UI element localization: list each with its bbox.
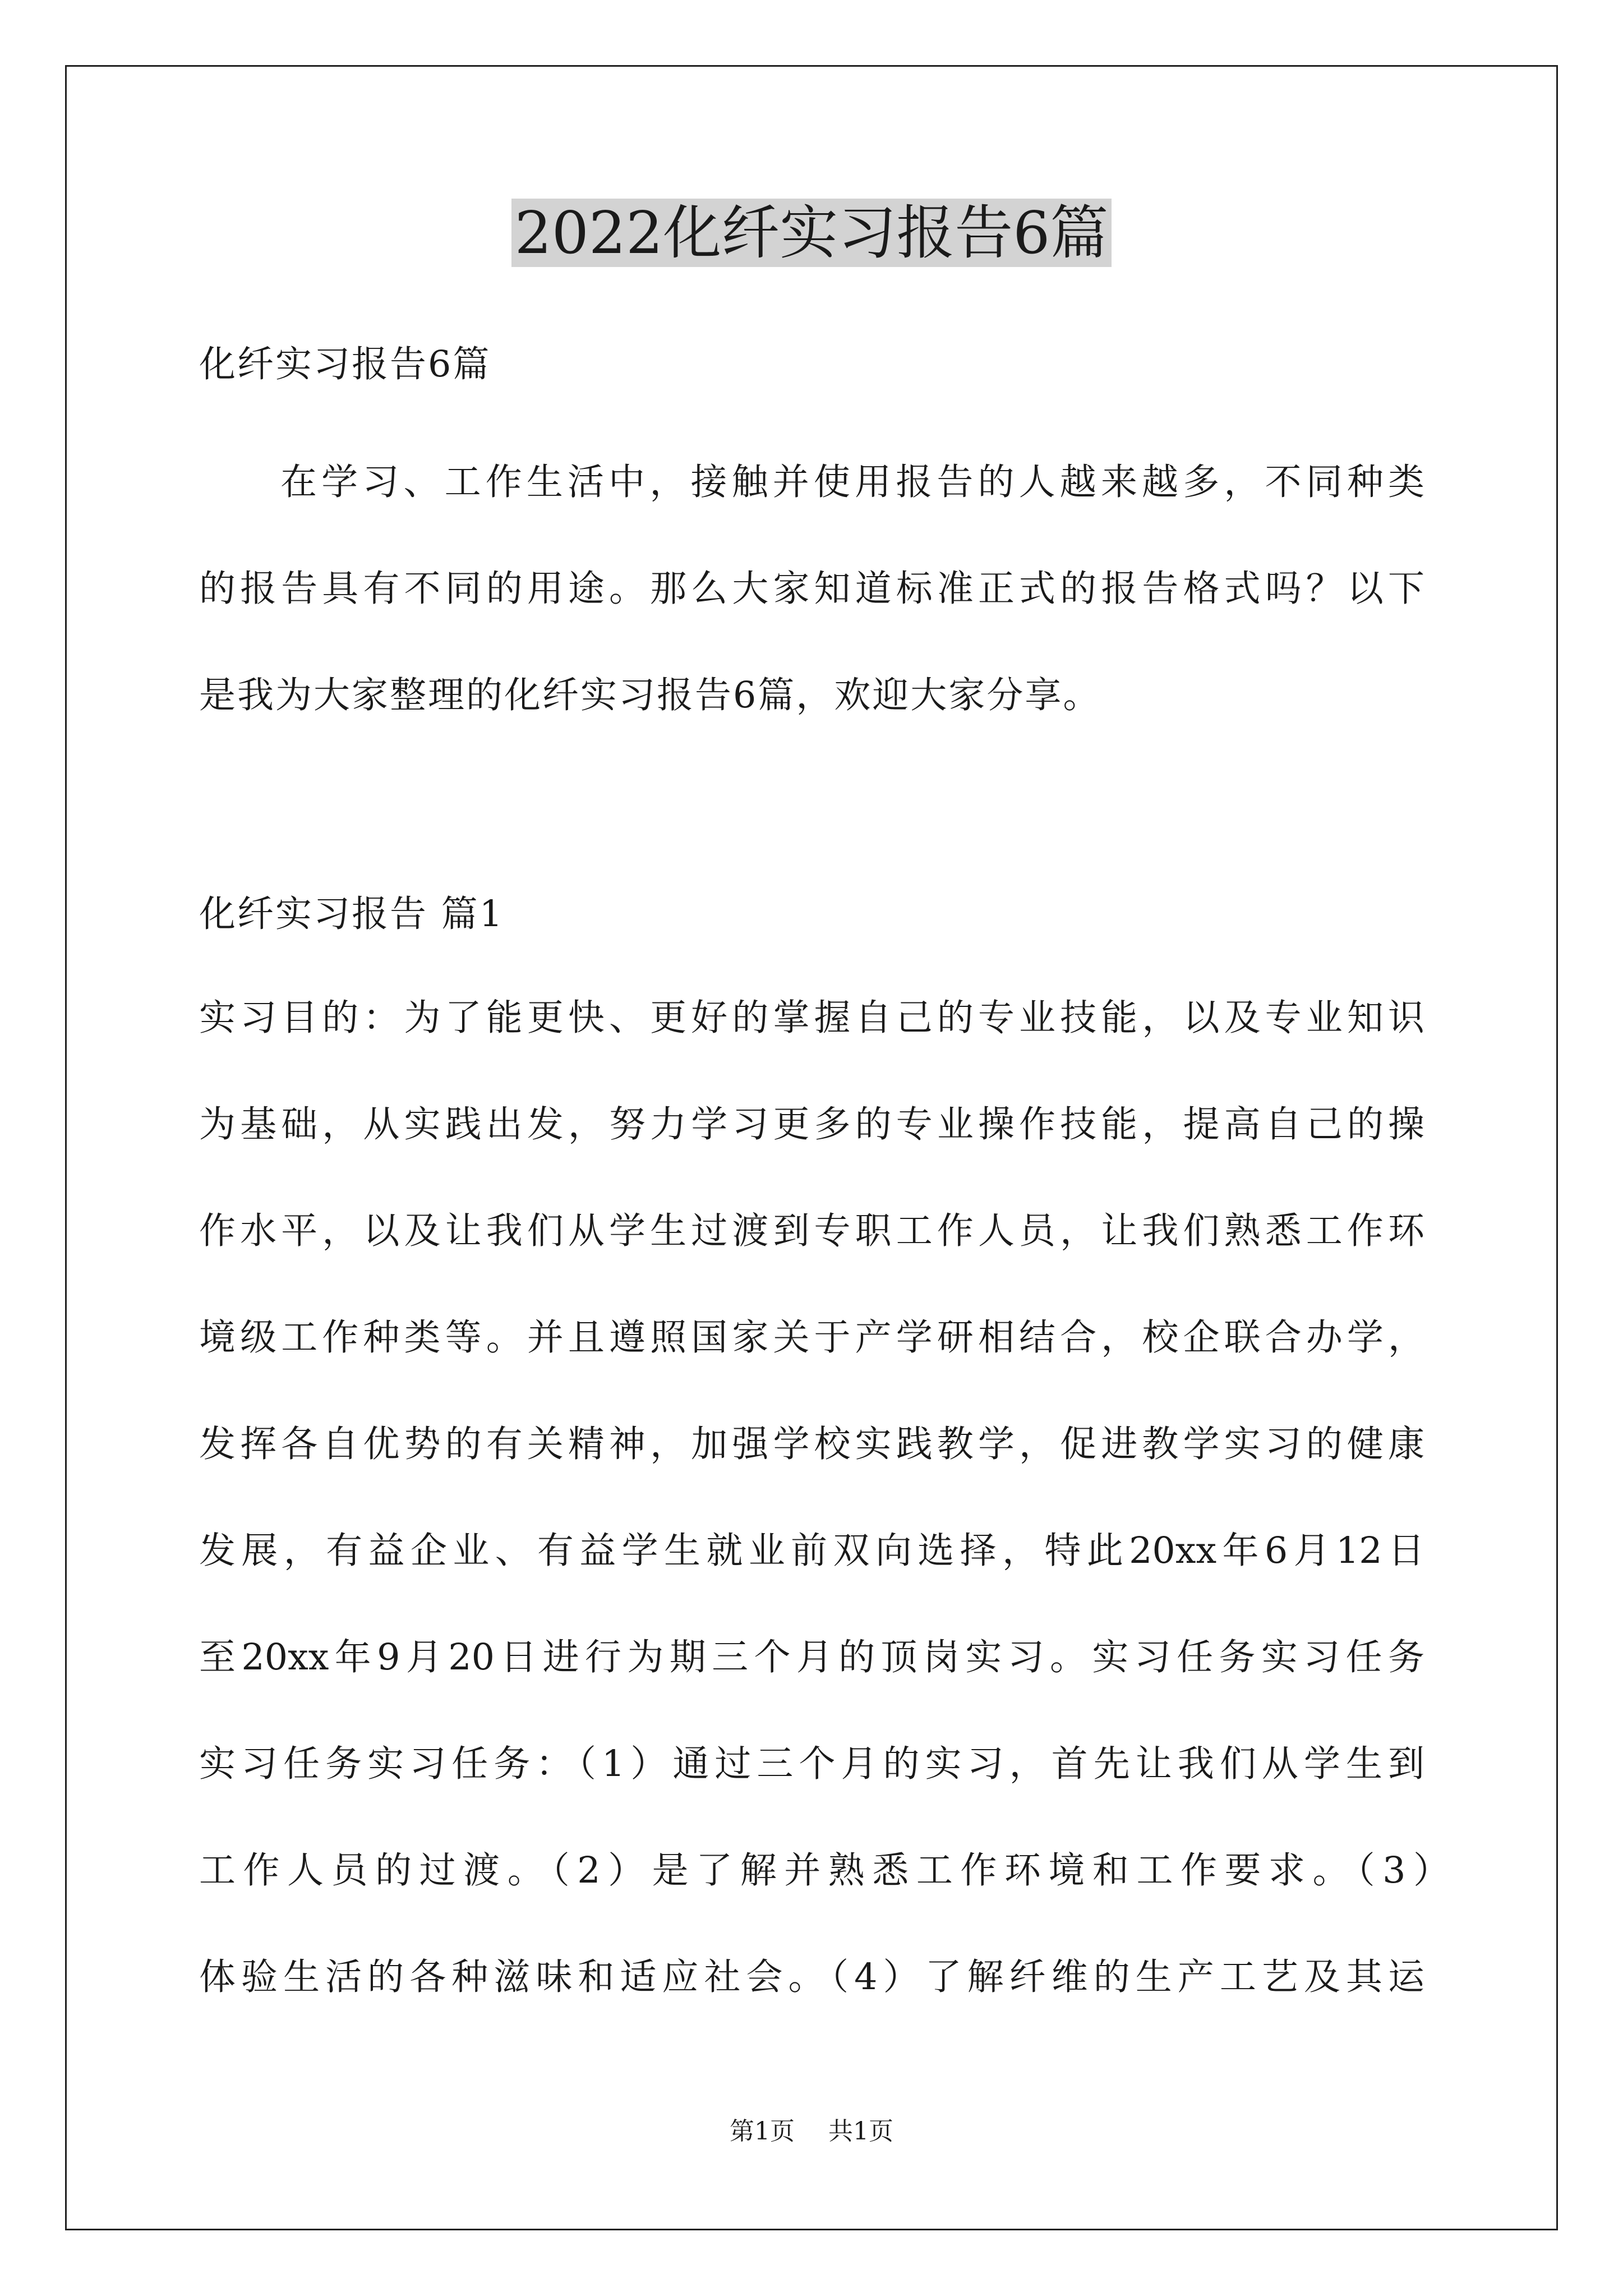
page-footer (0, 2115, 1623, 2148)
document-title (0, 191, 1623, 275)
section-heading: 化纤实习报告 篇1 (199, 893, 505, 935)
body-line-8: 实习任务实习任务：（1）通过三个月的实习，首先让我们从学生到 (199, 1743, 1424, 1785)
body-line-2: 为基础，从实践出发，努力学习更多的专业操作技能，提高自己的操 (199, 1103, 1424, 1145)
body-line-9: 工作人员的过渡。（2）是了解并熟悉工作环境和工作要求。（3） (199, 1849, 1450, 1892)
page-number: 第1页 (730, 2117, 795, 2146)
body-line-7: 至20xx年9月20日进行为期三个月的顶岗实习。实习任务实习任务 (199, 1636, 1424, 1678)
body-line-3: 作水平，以及让我们从学生过渡到专职工作人员，让我们熟悉工作环 (199, 1210, 1424, 1252)
body-line-10: 体验生活的各种滋味和适应社会。（4）了解纤维的生产工艺及其运 (199, 1956, 1424, 1998)
page-total: 共1页 (828, 2117, 893, 2146)
body-line-6: 发展，有益企业、有益学生就业前双向选择，特此20xx年6月12日 (199, 1530, 1424, 1572)
body-line-5: 发挥各自优势的有关精神，加强学校实践教学，促进教学实习的健康 (199, 1423, 1424, 1465)
subtitle: 化纤实习报告6篇 (199, 343, 491, 385)
intro-line-3: 是我为大家整理的化纤实习报告6篇，欢迎大家分享。 (199, 674, 1101, 716)
body-line-1: 实习目的：为了能更快、更好的掌握自己的专业技能，以及专业知识 (199, 997, 1424, 1039)
title-text: 2022化纤实习报告6篇 (511, 199, 1112, 267)
body-line-4: 境级工作种类等。并且遵照国家关于产学研相结合，校企联合办学， (199, 1317, 1424, 1359)
intro-line-2: 的报告具有不同的用途。那么大家知道标准正式的报告格式吗？以下 (199, 568, 1424, 610)
intro-line-1: 在学习、工作生活中，接触并使用报告的人越来越多，不同种类 (280, 461, 1424, 503)
